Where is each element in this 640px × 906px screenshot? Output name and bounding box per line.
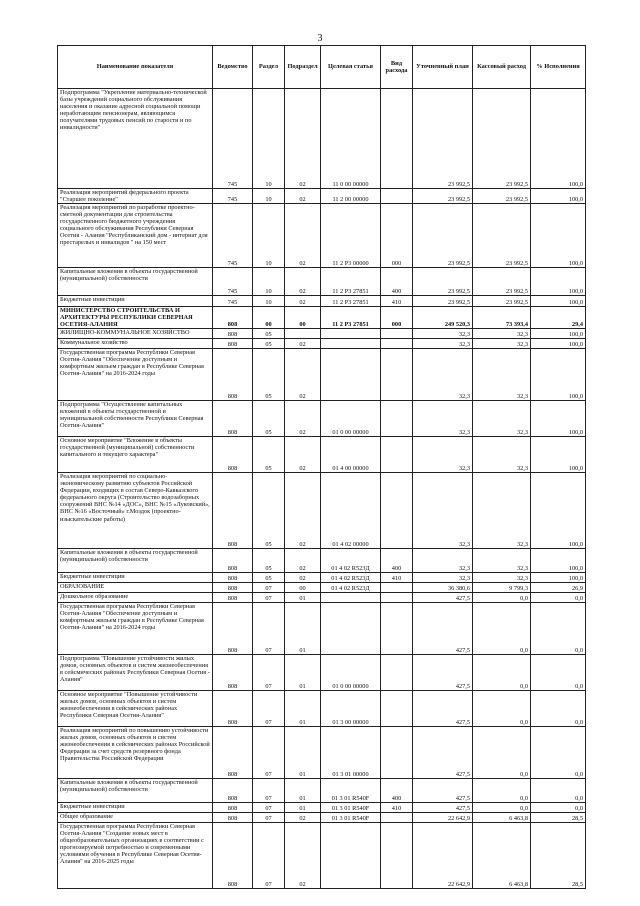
row-name: Подпрограмма "Укрепление материально-технической базы учреждений социального обслуживания населения и оказание адресной социальной помощи неработающим пенсионерам, являющимся получателями трудовых пенсий по старости и по инвалидности" (58, 89, 213, 189)
row-expense-type (381, 89, 413, 189)
row-expense-type: 400 (381, 779, 413, 803)
row-percent: 100,0 (531, 268, 586, 296)
table-row (58, 296, 586, 307)
row-vedomstvo: 808 (213, 437, 253, 473)
row-expense-type (381, 329, 413, 339)
row-target-article: 01 0 00 00000 (321, 401, 381, 437)
header-name: Наименование показателя (58, 46, 213, 89)
row-target-article: 11 2 P3 27851 (321, 268, 381, 296)
row-percent: 100,0 (531, 296, 586, 307)
row-percent: 100,0 (531, 573, 586, 583)
row-vedomstvo: 808 (213, 473, 253, 549)
row-vedomstvo: 808 (213, 691, 253, 727)
table-row (58, 339, 586, 349)
row-vedomstvo: 808 (213, 583, 253, 593)
row-vedomstvo: 808 (213, 803, 253, 813)
row-podrazdel (285, 329, 321, 339)
row-razdel: 07 (253, 727, 285, 779)
table-row (58, 349, 586, 401)
row-name: Основное мероприятие "Повышение устойчивости жилых домов, основных объектов и систем жизнеобеспечения в сейсмических районах Республики Северная Осетия-Алания" (58, 691, 213, 727)
row-podrazdel: 02 (285, 813, 321, 823)
row-razdel: 00 (253, 307, 285, 329)
row-razdel: 07 (253, 823, 285, 889)
row-expense-type (381, 189, 413, 204)
row-cash-expense: 32,3 (473, 401, 531, 437)
row-cash-expense: 32,3 (473, 437, 531, 473)
row-target-article: 01 4 00 00000 (321, 437, 381, 473)
row-razdel: 05 (253, 473, 285, 549)
row-podrazdel: 02 (285, 204, 321, 268)
header-cash-expense: Кассовый расход (473, 46, 531, 89)
row-percent: 100,0 (531, 349, 586, 401)
row-target-article: 11 0 00 00000 (321, 89, 381, 189)
row-cash-expense: 0,0 (473, 803, 531, 813)
row-percent: 100,0 (531, 473, 586, 549)
row-vedomstvo: 745 (213, 89, 253, 189)
row-podrazdel: 01 (285, 779, 321, 803)
row-razdel: 05 (253, 573, 285, 583)
row-vedomstvo: 808 (213, 401, 253, 437)
row-podrazdel: 02 (285, 349, 321, 401)
row-podrazdel: 01 (285, 691, 321, 727)
row-percent: 100,0 (531, 89, 586, 189)
row-name: Капитальные вложения в объекты государственной (муниципальной) собственности (58, 779, 213, 803)
row-percent: 100,0 (531, 339, 586, 349)
row-percent: 0,0 (531, 655, 586, 691)
table-row (58, 473, 586, 549)
row-target-article: 01 4 02 R523Д (321, 573, 381, 583)
table-row (58, 655, 586, 691)
row-plan: 427,5 (413, 603, 473, 655)
row-plan: 427,5 (413, 593, 473, 603)
row-plan: 23 992,5 (413, 189, 473, 204)
row-expense-type (381, 813, 413, 823)
row-plan: 23 992,5 (413, 296, 473, 307)
row-vedomstvo: 745 (213, 268, 253, 296)
row-percent: 100,0 (531, 329, 586, 339)
budget-table (57, 45, 586, 889)
row-cash-expense: 0,0 (473, 593, 531, 603)
table-row (58, 691, 586, 727)
table-row (58, 437, 586, 473)
row-plan: 427,5 (413, 691, 473, 727)
header-podrazdel: Подраздел (285, 46, 321, 89)
row-cash-expense: 32,3 (473, 339, 531, 349)
row-plan: 32,3 (413, 401, 473, 437)
row-target-article: 01 3 00 00000 (321, 691, 381, 727)
row-name: Реализация мероприятий по разработке проектно-сметной документации для строительства государственного бюджетного учреждения социального обслуживания Республики Северная Осетия - Алания "Республиканский дом - интернат для престарелых и инвалидов " на 150 мест (58, 204, 213, 268)
row-name: Коммунальное хозяйство (58, 339, 213, 349)
row-vedomstvo: 808 (213, 549, 253, 573)
row-cash-expense: 32,3 (473, 349, 531, 401)
table-row (58, 204, 586, 268)
row-plan: 32,3 (413, 349, 473, 401)
row-percent: 100,0 (531, 204, 586, 268)
header-razdel: Раздел (253, 46, 285, 89)
row-name: Реализация мероприятий федерального проекта "Старшее поколение" (58, 189, 213, 204)
row-cash-expense: 23 992,5 (473, 89, 531, 189)
row-plan: 32,3 (413, 329, 473, 339)
row-plan: 427,5 (413, 779, 473, 803)
row-plan: 32,3 (413, 339, 473, 349)
row-cash-expense: 32,3 (473, 329, 531, 339)
row-expense-type (381, 603, 413, 655)
row-target-article (321, 603, 381, 655)
row-plan: 22 642,9 (413, 813, 473, 823)
table-row (58, 583, 586, 593)
row-plan: 427,5 (413, 727, 473, 779)
row-plan: 32,3 (413, 549, 473, 573)
row-vedomstvo: 808 (213, 779, 253, 803)
row-target-article (321, 349, 381, 401)
row-target-article: 11 2 P3 27851 (321, 307, 381, 329)
row-podrazdel: 01 (285, 655, 321, 691)
header-vedomstvo: Ведомство (213, 46, 253, 89)
row-expense-type: 410 (381, 296, 413, 307)
header-target-article: Целевая статья (321, 46, 381, 89)
row-cash-expense: 23 992,5 (473, 296, 531, 307)
row-podrazdel: 01 (285, 593, 321, 603)
row-target-article: 01 4 02 R523Д (321, 549, 381, 573)
row-percent: 0,0 (531, 803, 586, 813)
row-plan: 23 992,5 (413, 204, 473, 268)
row-expense-type (381, 691, 413, 727)
row-podrazdel: 02 (285, 89, 321, 189)
row-cash-expense: 23 992,5 (473, 268, 531, 296)
row-name: Дошкольное образование (58, 593, 213, 603)
row-razdel: 07 (253, 655, 285, 691)
row-percent: 0,0 (531, 603, 586, 655)
row-name: Подпрограмма "Повышение устойчивости жилых домов, основных объектов и систем жизнеобеспечения в сейсмических районах Республики Северная Осетия - Алания" (58, 655, 213, 691)
row-vedomstvo: 808 (213, 573, 253, 583)
row-podrazdel: 01 (285, 803, 321, 813)
row-expense-type (381, 349, 413, 401)
row-expense-type (381, 473, 413, 549)
row-razdel: 07 (253, 813, 285, 823)
row-plan: 32,3 (413, 473, 473, 549)
row-podrazdel: 02 (285, 296, 321, 307)
row-cash-expense: 6 463,8 (473, 823, 531, 889)
row-name: Подпрограмма "Осуществление капитальных вложений в объекты государственной и муниципальной собственности Республики Северная Осетия-Алания" (58, 401, 213, 437)
row-expense-type (381, 339, 413, 349)
table-row (58, 603, 586, 655)
row-percent: 0,0 (531, 779, 586, 803)
row-expense-type: 000 (381, 204, 413, 268)
row-vedomstvo: 808 (213, 349, 253, 401)
row-podrazdel: 02 (285, 401, 321, 437)
row-podrazdel: 00 (285, 583, 321, 593)
row-podrazdel: 02 (285, 268, 321, 296)
row-podrazdel: 02 (285, 573, 321, 583)
row-target-article: 01 3 01 R540F (321, 813, 381, 823)
row-target-article: 01 0 00 00000 (321, 655, 381, 691)
row-razdel: 07 (253, 779, 285, 803)
row-razdel: 05 (253, 349, 285, 401)
row-cash-expense: 23 992,5 (473, 204, 531, 268)
row-vedomstvo: 808 (213, 593, 253, 603)
row-name: Бюджетные инвестиции (58, 803, 213, 813)
row-razdel: 10 (253, 89, 285, 189)
row-percent: 0,0 (531, 593, 586, 603)
row-target-article (321, 823, 381, 889)
row-name: Капитальные вложения в объекты государственной (муниципальной) собственности (58, 268, 213, 296)
row-percent: 100,0 (531, 189, 586, 204)
table-row (58, 727, 586, 779)
row-target-article: 01 4 02 00000 (321, 473, 381, 549)
row-plan: 36 380,6 (413, 583, 473, 593)
row-cash-expense: 32,3 (473, 473, 531, 549)
row-percent: 28,5 (531, 823, 586, 889)
row-name: Общее образование (58, 813, 213, 823)
row-vedomstvo: 808 (213, 329, 253, 339)
table-row (58, 803, 586, 813)
row-razdel: 05 (253, 437, 285, 473)
row-plan: 32,3 (413, 573, 473, 583)
row-target-article: 11 2 P3 00000 (321, 204, 381, 268)
row-expense-type: 410 (381, 803, 413, 813)
table-row (58, 329, 586, 339)
row-vedomstvo: 808 (213, 823, 253, 889)
row-name: Государственная программа Республики Северная Осетия-Алания "Обеспечение доступным и комфортным жильем граждан в Республике Северная Осетия-Алания" на 2016-2024 годы (58, 603, 213, 655)
header-expense-type: Вид расхода (381, 46, 413, 89)
row-vedomstvo: 808 (213, 603, 253, 655)
table-row (58, 549, 586, 573)
row-vedomstvo: 745 (213, 204, 253, 268)
row-plan: 22 642,9 (413, 823, 473, 889)
table-row (58, 573, 586, 583)
row-vedomstvo: 808 (213, 339, 253, 349)
row-percent: 28,5 (531, 813, 586, 823)
row-name: ЖИЛИЩНО-КОММУНАЛЬНОЕ ХОЗЯЙСТВО (58, 329, 213, 339)
row-target-article (321, 329, 381, 339)
header-plan: Уточненный план (413, 46, 473, 89)
row-cash-expense: 9 799,3 (473, 583, 531, 593)
row-plan: 32,3 (413, 437, 473, 473)
row-percent: 0,0 (531, 691, 586, 727)
row-name: ОБРАЗОВАНИЕ (58, 583, 213, 593)
row-percent: 100,0 (531, 401, 586, 437)
row-percent: 29,4 (531, 307, 586, 329)
row-target-article: 01 3 01 R540F (321, 803, 381, 813)
row-expense-type: 400 (381, 549, 413, 573)
row-name: Государственная программа Республики Северная Осетия-Алания "Создание новых мест в общеобразовательных организациях в соответствии с прогнозируемой потребностью и современными условиями обучения в Республике Северная Осетия-Алания" на 2016-2025 годы (58, 823, 213, 889)
row-target-article: 01 4 02 R523Д (321, 583, 381, 593)
table-row (58, 189, 586, 204)
row-podrazdel: 01 (285, 727, 321, 779)
row-podrazdel: 02 (285, 473, 321, 549)
row-vedomstvo: 745 (213, 189, 253, 204)
row-podrazdel: 00 (285, 307, 321, 329)
row-vedomstvo: 808 (213, 307, 253, 329)
row-target-article: 11 2 00 00000 (321, 189, 381, 204)
table-row (58, 779, 586, 803)
row-expense-type: 400 (381, 268, 413, 296)
row-target-article (321, 339, 381, 349)
row-razdel: 05 (253, 401, 285, 437)
row-name: Капитальные вложения в объекты государственной (муниципальной) собственности (58, 549, 213, 573)
row-vedomstvo: 745 (213, 296, 253, 307)
row-razdel: 05 (253, 339, 285, 349)
table-row (58, 89, 586, 189)
row-name: МИНИСТЕРСТВО СТРОИТЕЛЬСТВА И АРХИТЕКТУРЫ РЕСПУБЛИКИ СЕВЕРНАЯ ОСЕТИЯ-АЛАНИЯ (58, 307, 213, 329)
row-name: Бюджетные инвестиции (58, 296, 213, 307)
table-row (58, 813, 586, 823)
row-expense-type (381, 655, 413, 691)
row-podrazdel: 02 (285, 339, 321, 349)
row-podrazdel: 02 (285, 189, 321, 204)
row-target-article: 01 3 01 R540F (321, 779, 381, 803)
table-row (58, 401, 586, 437)
row-name: Реализация мероприятий по повышению устойчивости жилых домов, основных объектов и систем жизнеобеспечения в сейсмических районах Российской Федерации за счет средств резервного фонда Правительства Российской Федерации (58, 727, 213, 779)
row-podrazdel: 01 (285, 603, 321, 655)
row-cash-expense: 23 992,5 (473, 189, 531, 204)
row-plan: 427,5 (413, 655, 473, 691)
row-expense-type: 410 (381, 573, 413, 583)
row-razdel: 07 (253, 691, 285, 727)
row-expense-type (381, 727, 413, 779)
row-cash-expense: 0,0 (473, 655, 531, 691)
row-vedomstvo: 808 (213, 813, 253, 823)
row-name: Государственная программа Республики Северная Осетия-Алания "Обеспечение доступным и комфортным жильем граждан в Республике Северная Осетия-Алания" на 2016-2024 годы (58, 349, 213, 401)
row-razdel: 05 (253, 329, 285, 339)
row-percent: 0,0 (531, 727, 586, 779)
row-razdel: 07 (253, 583, 285, 593)
row-percent: 100,0 (531, 549, 586, 573)
row-cash-expense: 32,3 (473, 549, 531, 573)
row-target-article (321, 593, 381, 603)
row-vedomstvo: 808 (213, 655, 253, 691)
row-target-article: 11 2 P3 27851 (321, 296, 381, 307)
row-name: Бюджетные инвестиции (58, 573, 213, 583)
row-cash-expense: 73 393,4 (473, 307, 531, 329)
row-expense-type (381, 583, 413, 593)
row-razdel: 10 (253, 268, 285, 296)
table-row (58, 307, 586, 329)
row-percent: 26,9 (531, 583, 586, 593)
table-row (58, 593, 586, 603)
row-razdel: 10 (253, 296, 285, 307)
header-percent: % Исполнения (531, 46, 586, 89)
row-vedomstvo: 808 (213, 727, 253, 779)
row-cash-expense: 0,0 (473, 691, 531, 727)
table-row (58, 268, 586, 296)
row-expense-type: 000 (381, 307, 413, 329)
row-cash-expense: 6 463,8 (473, 813, 531, 823)
row-cash-expense: 0,0 (473, 603, 531, 655)
row-expense-type (381, 401, 413, 437)
row-razdel: 07 (253, 593, 285, 603)
row-percent: 100,0 (531, 437, 586, 473)
row-podrazdel: 02 (285, 549, 321, 573)
row-cash-expense: 0,0 (473, 727, 531, 779)
row-cash-expense: 32,3 (473, 573, 531, 583)
row-razdel: 07 (253, 603, 285, 655)
row-razdel: 10 (253, 189, 285, 204)
row-name: Основное мероприятие "Вложение в объекты государственной (муниципальной) собственности капитального и текущего характера" (58, 437, 213, 473)
row-plan: 23 992,5 (413, 268, 473, 296)
row-expense-type (381, 437, 413, 473)
row-plan: 249 520,3 (413, 307, 473, 329)
row-cash-expense: 0,0 (473, 779, 531, 803)
row-plan: 23 992,5 (413, 89, 473, 189)
page-number: 3 (317, 33, 323, 44)
row-razdel: 10 (253, 204, 285, 268)
row-razdel: 07 (253, 803, 285, 813)
row-expense-type (381, 823, 413, 889)
row-expense-type (381, 593, 413, 603)
row-name: Реализация мероприятий по социально-экономическому развитию субъектов Российской Федерации, входящих в состав Северо-Кавказского федерального округа (Строительство водозаборных сооружений ВНС №14 «ДОС», ВНС №15 «Луковский», ВНС №16 «Восточный» г.Моздок (проектно-изыскательские работы) (58, 473, 213, 549)
row-target-article: 01 3 01 00000 (321, 727, 381, 779)
table-row (58, 823, 586, 889)
row-podrazdel: 02 (285, 823, 321, 889)
table-header-row (58, 46, 586, 89)
row-plan: 427,5 (413, 803, 473, 813)
row-razdel: 05 (253, 549, 285, 573)
row-podrazdel: 02 (285, 437, 321, 473)
